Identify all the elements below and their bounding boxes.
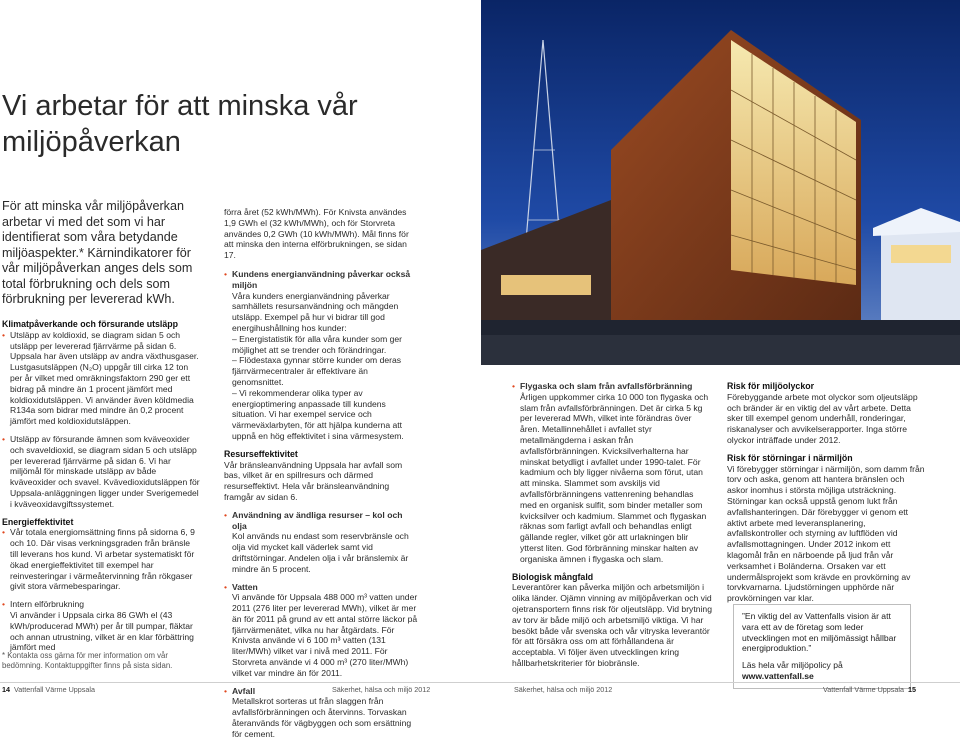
heading-resurs: Resurseffektivitet bbox=[224, 448, 298, 459]
heading-storningar: Risk för störningar i närmiljön bbox=[727, 452, 853, 463]
paragraph-resurs: Vår bränsleanvändning Uppsala har avfall som bas, vilket är en spillresurs och därmed resurseffektivt. Hela vår bränsleanvändning framgår av sidan 6. bbox=[224, 459, 403, 502]
paragraph-storningar: Vi förebygger störningar i närmiljön, som damm från torv och aska, genom att hantera bränslen och askor inomhus i största möjliga utsträckning. Störningar kan också uppstå genom lukt från avfallshanteringen. Där förebygger vi genom ett aktivt arbete med leveransplanering, avfallskontroller och styrning av luftflöden vid avfallsmottagningen. Under 2012 inkom ett klagomål från en närboende på ljud från vår verksamhet i Boländerna. Orsaken var ett undermålsprojekt som krävde en provkörning av torvkvarnarna. Ljudstörningen upphörde när provkörningen var klar. bbox=[727, 463, 925, 604]
column-2 bbox=[224, 207, 419, 747]
page-number-right: 15 bbox=[907, 685, 916, 694]
quote-text: ”En viktig del av Vattenfalls vision är att vara ett av de företag som leder utvecklingen mot en miljömässigt hållbar energiproduktion.” bbox=[742, 611, 897, 654]
heading-klimat: Klimatpåverkande och försurande utsläpp bbox=[2, 319, 178, 329]
bullet-energi: • Vår totala energiomsättning finns på sidorna 6, 9 och 10. Där visas verkningsgraden från bränsle till leverans hos kund. Vi arbetar systematiskt för ökad energieffektivitet till exempel har reinvesteringar i värmeåtervinning från rökgaser givit stora värmebesparingar. bbox=[2, 527, 200, 592]
footer-right: Vattenfall Värme Uppsala 15 bbox=[823, 685, 916, 694]
footnote: * Kontakta oss gärna för mer information om vår bedömning. Kontaktuppgifter finns på sista sidan. bbox=[2, 651, 173, 670]
bullet-flygaska: • Flygaska och slam från avfallsförbränning Årligen uppkommer cirka 10 000 ton flygaska och slam från avfallsförbränningen. Det är cirka 5 kg per levererad MWh, vilket inte förändras över åren. Metallinnehållet i avfallet styr metallmängderna i askan från avfallsförbränningen. Kvicksilverhalterna har minskat betydligt i avfallet under 1990-talet. För kadmium och bly ligger nivåerna som förut, utan att minska. Slammet som avskiljs vid avfallsförbränningens vattenrening behandlas med en organisk sulfit, som binder metaller som kvicksilver och kadmium. Slammet och flygaskan räknas som farligt avfall och behandlas enligt gällande regler, vilket gör att urlakningen blir ytterst liten. God förbränning minskar halten av organiska ämnen i flygaska och slam. bbox=[512, 381, 712, 565]
bullet-avfall: • Avfall Metallskrot sorteras ut från slaggen från avfallsförbränningen och återvinns. Torvaskan återanvänds för vägbyggen och som ersättning för cement. bbox=[224, 686, 419, 740]
paragraph-intern-el-cont: förra året (52 kWh/MWh). För Knivsta användes 1,9 GWh el (32 kWh/MWh), och för Storvreta användes 0,2 GWh (10 kWh/MWh). Mål finns för att minska den interna elförbrukningen, se sidan 17. bbox=[224, 207, 409, 261]
column-3 bbox=[512, 381, 712, 676]
paragraph-olyckor: Förebyggande arbete mot olyckor som oljeutsläpp och bränder är en viktig del av vårt arbete. Detta sker till exempel genom underhåll, ronderingar, riskanalyser och avvikelserapporter. Inga större olyckor inträffade under 2012. bbox=[727, 391, 918, 445]
footer-left: 14 Vattenfall Värme Uppsala bbox=[2, 685, 95, 694]
column-4 bbox=[727, 381, 927, 611]
footer-right-title: Säkerhet, hälsa och miljö 2012 bbox=[514, 685, 613, 694]
bullet-intern-el: • Intern elförbrukning Vi använder i Uppsala cirka 86 GWh el (43 kWh/producerad MWh) per år till pumpar, fläktar och annan utrustning, vilket är en klar förbättring jämfört med bbox=[2, 599, 200, 653]
heading-olyckor: Risk för miljöolyckor bbox=[727, 381, 815, 391]
page-number-left: 14 bbox=[2, 685, 10, 694]
footer-left-title: Säkerhet, hälsa och miljö 2012 bbox=[332, 685, 431, 694]
bullet-kund: • Kundens energianvändning påverkar också miljön Våra kunders energianvändning påverkar samhällets resursanvändning och mängden utsläpp. Exempel på hur vi bidrar till god energihushållning hos kunder: – Energistatistik för alla våra kunder som ger möjlighet att se trender och förändringar. – Flödestaxa gynnar större kunder om deras fjärrvärmecentraler är effektivare än genomsnittet. – Vi rekommenderar olika typer av energioptimering anpassade till kundens situation. Vi har exempel service och värmeväxlarbyten, för att hjälpa kunderna att uppnå en hög effektivitet i sina värmesystem. bbox=[224, 269, 419, 442]
intro-paragraph: För att minska vår miljöpåverkan arbetar vi med det som vi har identifierat som våra betydande miljöaspekter.* Kärnindikatorer för vår miljöpåverkan anges dels som total förbrukning och dels som förbrukning per levererad kWh. bbox=[2, 199, 193, 306]
page-title: Vi arbetar för att minska vår miljöpåverkan bbox=[2, 90, 358, 158]
footer-rule bbox=[0, 682, 960, 683]
bullet-vatten: • Vatten Vi använde för Uppsala 488 000 m³ vatten under 2011 (276 liter per levererad MWh), vilket är mer än för 2011 på grund av ett antal större läckor på fjärrvärmenätet, vilka nu har åtgärdats. För Knivsta använde vi 6 100 m³ vatten (131 liter/MWh) vilket var i nivå med 2011. För Storvreta använde vi 4 000 m³ (270 liter/MWh) vilket var mindre än för 2011. bbox=[224, 582, 419, 679]
policy-link-line: Läs hela vår miljöpolicy på www.vattenfall.se bbox=[742, 660, 843, 681]
building-photo bbox=[481, 0, 960, 365]
vattenfall-link[interactable]: www.vattenfall.se bbox=[742, 670, 814, 681]
bullet-kvave: • Utsläpp av försurande ämnen som kväveoxider och svaveldioxid, se diagram sidan 5 och utsläpp per levererad fjärrvärme på sidan 6. Vi har miljömål för minskade utsläpp av både kväveoxider och svavel. Kvävedioxidutsläppen för Uppsala-anläggningen ligger under Sverigemedel i kväveoxidavgiftssystemet. bbox=[2, 434, 200, 510]
paragraph-biologisk: Leverantörer kan påverka miljön och arbetsmiljön i olika länder. Ojämn vinning av miljöpåverkan och vid ojetransportern finns risk för oljeutsläpp. Vid brytning av torv är både miljö och arbetsmiljö viktiga. Vi har besökt både vår svenska och vår vitryska leverantör för att försäkra oss om att förhållandena är acceptabla. Vi följer även utvecklingen kring hållbarhetskriterier för biobränsle. bbox=[512, 582, 712, 668]
heading-biologisk: Biologisk mångfald bbox=[512, 571, 594, 582]
bullet-klimat: • Utsläpp av koldioxid, se diagram sidan 5 och utsläpp per levererad fjärrvärme på sidan 6. Uppsala har även utsläpp av andra växthusgaser. Lustgasutsläppen (N₂O) uppgår till cirka 12 ton per år vilket med omräkningsfaktorn 290 ger ett bidrag på mindre än 1 procent jämfört med koldioxidutsläppen. Vi använder även köldmedia R134a som bidrar med mindre än 0,2 procent jämfört med koldioxidutsläppen. bbox=[2, 330, 200, 427]
quote-box bbox=[733, 604, 911, 689]
bullet-kol-olja: • Användning av ändliga resurser – kol och olja Kol används nu endast som reservbränsle och olja vid mycket kall väderlek samt vid driftstörningar. Andelen olja i vår bränslemix är mindre än 5 procent. bbox=[224, 510, 419, 575]
column-1 bbox=[2, 319, 200, 660]
heading-energi: Energieffektivitet bbox=[2, 516, 74, 527]
